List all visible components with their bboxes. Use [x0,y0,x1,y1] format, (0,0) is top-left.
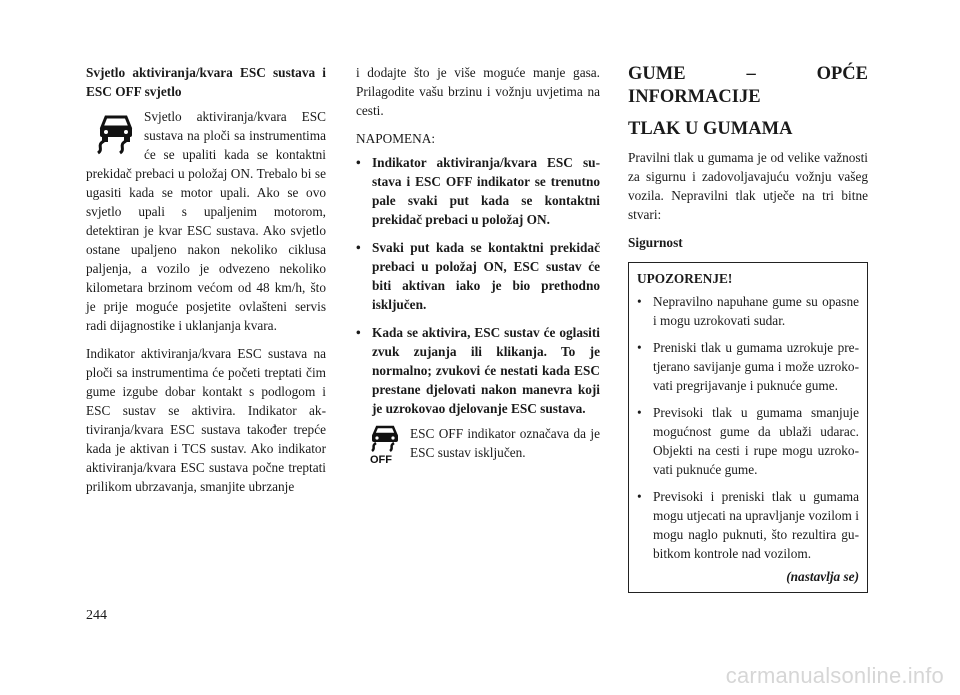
continued-label: (nastavlja se) [786,569,859,584]
column-right [628,63,868,593]
warning-box [628,262,868,593]
note-item-text: Svaki put kada se kontaktni prekidač prebaci u položaj ON, ESC sustav će biti aktivan iako je bio prethodno isključen. [372,240,600,312]
column-middle [356,63,600,469]
list-item: • Kada se aktivira, ESC sustav će oglasiti zvuk zujanja ili klikanja. To je normalno; zvukovi će nestati kada ESC prestane djelovati nakon manevra koji je uzrokovao djelovanje ESC sustava. [356,325,600,416]
esc-indicator-flash-text: Indikator aktiviranja/kvara ESC sustava na ploči sa instrumentima će početi treptati čim gume izgube dobar kontakt s podlogom i ESC sustav se aktivira. Indikator aktiviranja/kvara ESC sustava također trepće kada je aktivan i TCS sustav. Ako indikator aktiviranja/kvara ESC sustava počne treptati prilikom ubrzavanja, smanjite ubrzanje [86,346,326,494]
warning-item-text: Preniski tlak u gumama uzrokuje pretjerano savijanje guma i može uzrokovati pregrijavanje i puknuće gume. [653,340,859,393]
column-left [86,63,326,496]
section-title-tires: GUME – OPĆE INFORMACIJE [628,64,868,107]
watermark: carmanualsonline.info [725,663,944,688]
warning-item-text: Previsoki i preniski tlak u gumama mogu utjecati na upravljanje vozilom i mogu naglo puknuti, što rezultira gubitkom kontrole nad vozilom. [653,489,859,561]
tire-pressure-intro: Pravilni tlak u gumama je od velike važnosti za sigurnu i zadovoljavajuću vožnju vašeg vozila. Nepravilni tlak utječe na tri bitne stvari: [628,150,868,222]
list-item: • Previsoki i preniski tlak u gumama mogu utjecati na upravljanje vozilom i mogu naglo puknuti, što rezultira gubitkom kontrole nad vozilom. [637,489,859,561]
note-item-text: Kada se aktivira, ESC sustav će oglasiti zvuk zujanja ili klikanja. To je normalno; zvukovi će nestati kada ESC prestane djelovati nakon manevra koji je uzrokovao djelovanje ESC sustava. [372,325,600,416]
list-item: • Svaki put kada se kontaktni prekidač prebaci u položaj ON, ESC sustav će biti aktivan iako je bio prethodno isključen. [356,240,600,312]
esc-off-description: ESC OFF indikator označava da je ESC sustav isključen. [410,426,600,460]
esc-light-description: Svjetlo aktiviranja/kvara ESC sustava na ploči sa instrumentima će se upaliti kada se kontaktni prekidač prebaci u položaj ON. Trebalo bi se ugasiti kada se motor upali. Ako se ovo svjetlo upali s upaljenim motorom, detektiran je kvar ESC sustava. Ako svjetlo ostane upaljeno nakon nekoliko ciklusa paljenja, a vozilo je odvezeno nekoliko kilometara brzinom većom od 48 km/h, što je prije moguće posjetite ovlašteni servis radi dijagnostike i uklanjanja kvara. [86,109,326,333]
warning-title: UPOZORENJE! [637,271,733,286]
warning-item-text: Nepravilno napuhane gume su opasne i mogu uzrokovati sudar. [653,294,859,328]
page-number: 244 [86,608,107,623]
section-title-tire-pressure: TLAK U GUMAMA [628,119,793,139]
esc-off-indicator-row [356,424,600,469]
esc-light-heading: Svjetlo aktiviranja/kvara ESC sustava i ESC OFF svjetlo [86,65,326,99]
list-item: • Previsoki tlak u gumama smanjuje mogućnost gume da ublaži udarac. Objekti na cesti i rupe mogu uzrokovati puknuće gume. [637,405,859,477]
list-item: • Indikator aktiviranja/kvara ESC sustava i ESC OFF indikator se trenutno pale svaki put kada se kontaktni prekidač prebaci u položaj ON. [356,155,600,227]
esc-off-icon-label: OFF [370,454,392,464]
continuation-text: i dodajte što je više moguće manje gasa. Prilagodite vašu brzinu i vožnju uvjetima na cesti. [356,65,600,118]
safety-subheading: Sigurnost [628,235,683,250]
esc-skid-car-icon [94,109,138,155]
note-item-text: Indikator aktiviranja/kvara ESC sustava i ESC OFF indikator se trenutno pale svaki put kada se kontaktni prekidač prebaci u položaj ON. [372,155,600,227]
warning-list [637,292,859,563]
note-label: NAPOMENA: [356,131,436,146]
note-list [356,153,600,418]
list-item: • Nepravilno napuhane gume su opasne i mogu uzrokovati sudar. [637,294,859,328]
list-item: • Preniski tlak u gumama uzrokuje pretjerano savijanje guma i može uzrokovati pregrijavanje i puknuće gume. [637,340,859,393]
esc-off-icon [368,424,410,469]
warning-item-text: Previsoki tlak u gumama smanjuje mogućnost gume da ublaži udarac. Objekti na cesti i rupe mogu uzrokovati puknuće gume. [653,405,859,477]
